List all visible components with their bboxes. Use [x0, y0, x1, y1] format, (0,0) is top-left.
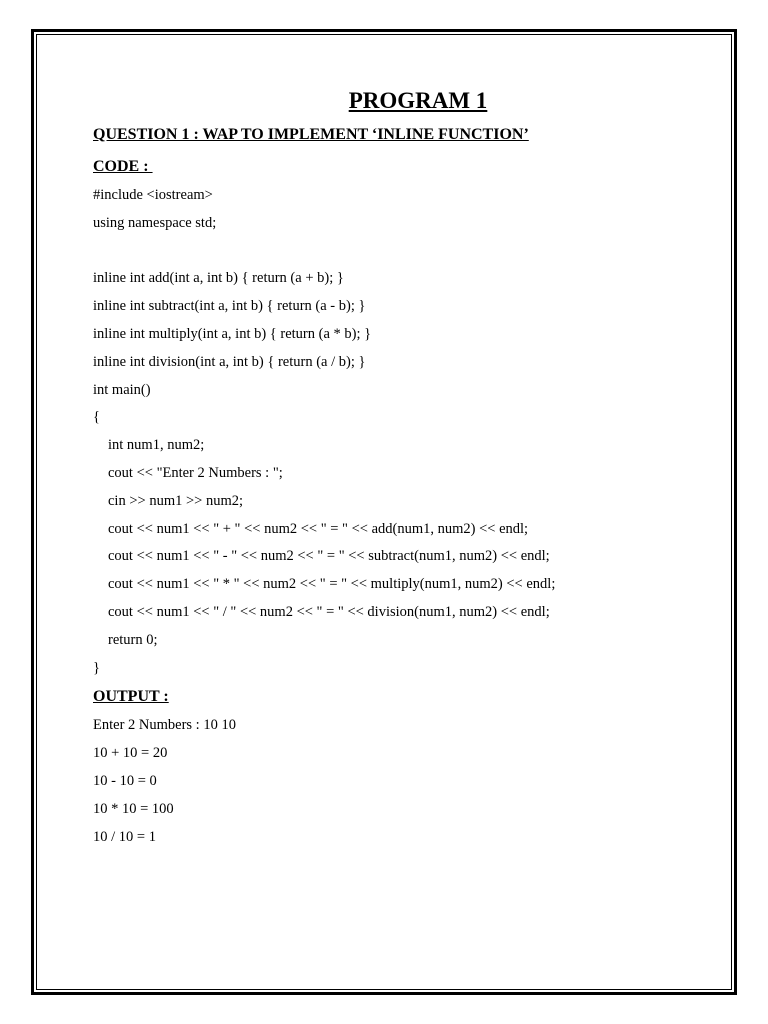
code-line: }: [93, 659, 100, 676]
code-line: cin >> num1 >> num2;: [108, 492, 244, 509]
code-line: cout << "Enter 2 Numbers : ";: [108, 464, 283, 481]
output-line: 10 / 10 = 1: [93, 828, 156, 845]
code-line: int num1, num2;: [108, 437, 205, 454]
code-heading: CODE :: [93, 158, 153, 175]
code-line: [93, 238, 703, 266]
code-line: inline int division(int a, int b) { return (a / b); }: [93, 353, 366, 370]
output-line: 10 * 10 = 100: [93, 800, 174, 817]
output-block: [93, 712, 703, 851]
code-line: int main(): [93, 381, 151, 398]
output-line: 10 - 10 = 0: [93, 772, 157, 789]
code-line: #include <iostream>: [93, 187, 213, 203]
code-line: {: [93, 409, 100, 426]
code-line: using namespace std;: [93, 214, 217, 231]
code-block: [93, 182, 703, 682]
document-content: [93, 84, 703, 851]
code-line: cout << num1 << " * " << num2 << " = " << multiply(num1, num2) << endl;: [108, 576, 556, 593]
code-line: cout << num1 << " - " << num2 << " = " << subtract(num1, num2) << endl;: [108, 548, 550, 565]
page-title: PROGRAM 1: [348, 88, 488, 113]
output-line: Enter 2 Numbers : 10 10: [93, 717, 236, 734]
output-heading: OUTPUT :: [93, 688, 169, 706]
code-line: cout << num1 << " + " << num2 << " = " << add(num1, num2) << endl;: [108, 520, 529, 537]
output-line: 10 + 10 = 20: [93, 745, 168, 762]
code-line: inline int subtract(int a, int b) { return (a - b); }: [93, 298, 366, 315]
question-heading: QUESTION 1 : WAP TO IMPLEMENT ‘INLINE FUNCTION’: [93, 126, 529, 143]
code-line: inline int multiply(int a, int b) { return (a * b); }: [93, 325, 372, 342]
code-line: return 0;: [108, 631, 158, 648]
code-line: inline int add(int a, int b) { return (a + b); }: [93, 270, 344, 287]
code-line: cout << num1 << " / " << num2 << " = " << division(num1, num2) << endl;: [108, 603, 550, 620]
